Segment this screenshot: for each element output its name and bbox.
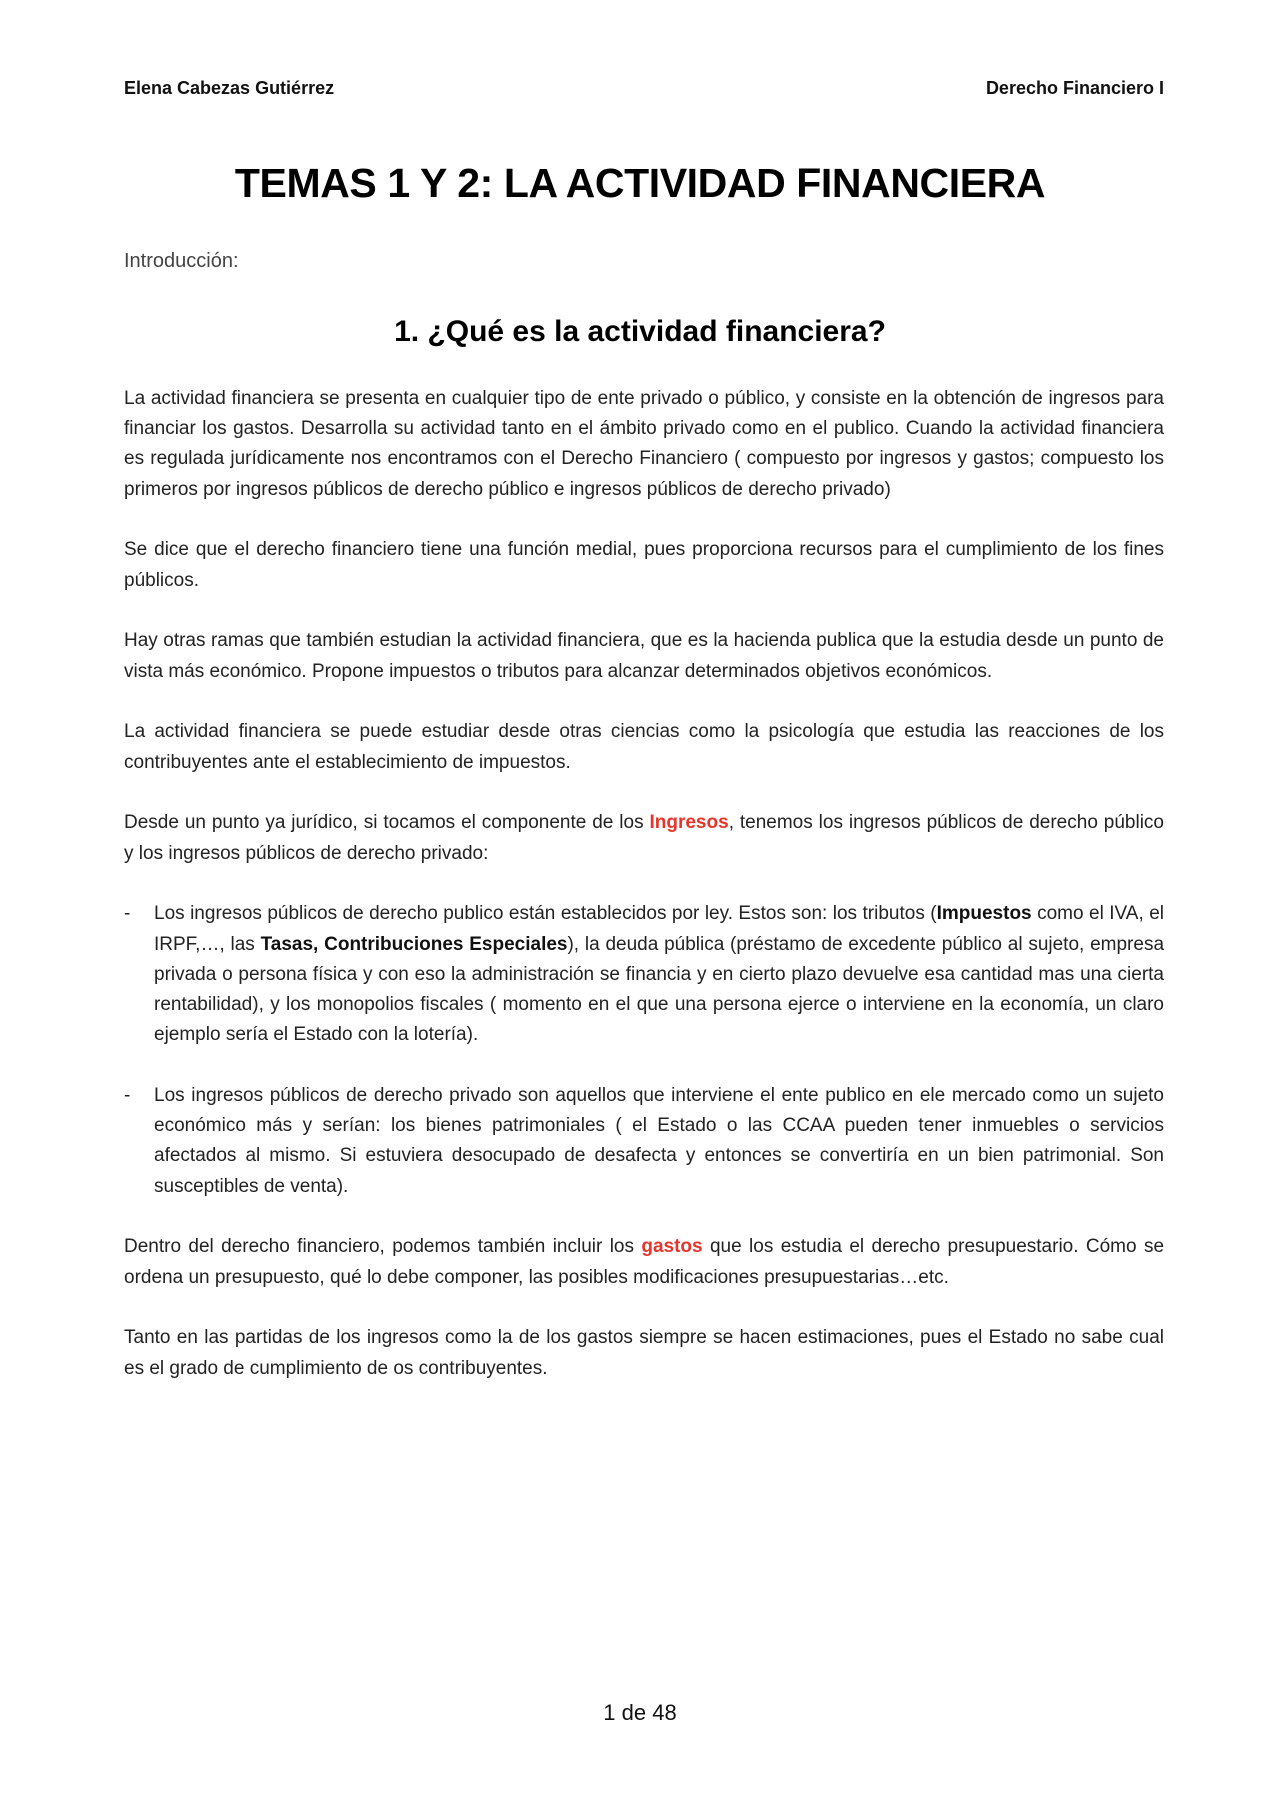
list-item — [124, 1081, 1164, 1202]
paragraph-5-text-b: , tenemos los ingresos públicos de derecho público y los ingresos públicos de derecho privado: — [124, 812, 1164, 864]
paragraph-5 — [124, 808, 1164, 868]
section-heading: 1. ¿Qué es la actividad financiera? — [394, 315, 886, 348]
bullet-1-text-c: ), la deuda pública (préstamo de excedente público al sujeto, empresa privada o persona física y con eso la administración se financia y en cierto plazo devuelve esa cantidad mas una cierta rentabilidad), y los monopolios fiscales ( momento en el que una persona ejerce o interviene en la economía, un claro ejemplo sería el Estado con la lotería). — [154, 933, 1165, 1046]
paragraph-2: Se dice que el derecho financiero tiene una función medial, pues proporciona recursos para el cumplimiento de los fines públicos. — [124, 539, 1164, 591]
bullet-text-public-law — [154, 899, 1164, 1050]
bullet-dash: - — [124, 903, 131, 925]
paragraph-6-text-b: que los estudia el derecho presupuestario. Cómo se ordena un presupuesto, qué lo debe componer, las posibles modificaciones presupuestarias…etc. — [124, 1236, 1165, 1288]
list-item — [124, 899, 1164, 1050]
paragraph-1: La actividad financiera se presenta en cualquier tipo de ente privado o público, y consiste en la obtención de ingresos para financiar los gastos. Desarrolla su actividad tanto en el ámbito privado como en el publico. Cuando la actividad financiera es regulada jurídicamente nos encontramos con el Derecho Financiero ( compuesto por ingresos y gastos; compuesto los primeros por ingresos públicos de derecho público e ingresos públicos de derecho privado) — [124, 388, 1164, 500]
bullet-text-private-law: Los ingresos públicos de derecho privado son aquellos que interviene el ente publico en ele mercado como un sujeto económico más y serían: los bienes patrimoniales ( el Estado o las CCAA pueden tener inmuebles o servicios afectados al mismo. Si estuviera desocupado de desafecta y entonces se convertiría en un bien patrimonial. Son susceptibles de venta). — [154, 1085, 1164, 1197]
paragraph-5-text-a: Desde un punto ya jurídico, si tocamos el componente de los — [124, 812, 650, 834]
bullet-dash: - — [124, 1085, 131, 1107]
paragraph-4: La actividad financiera se puede estudiar desde otras ciencias como la psicología que estudia las reacciones de los contribuyentes ante el establecimiento de impuestos. — [124, 721, 1164, 773]
paragraph-6-text-a: Dentro del derecho financiero, podemos también incluir los — [124, 1236, 642, 1258]
page-header — [124, 78, 1164, 99]
intro-label: Introducción: — [124, 250, 239, 272]
impuestos-bold: Impuestos — [936, 903, 1032, 925]
paragraph-6 — [124, 1232, 1164, 1292]
bullet-1-text-a: Los ingresos públicos de derecho publico están establecidos por ley. Estos son: los tributos ( — [154, 903, 937, 925]
paragraph-3: Hay otras ramas que también estudian la actividad financiera, que es la hacienda publica que la estudia desde un punto de vista más económico. Propone impuestos o tributos para alcanzar determinados objetivos económicos. — [124, 630, 1164, 682]
body-text — [124, 384, 1164, 1414]
document-title: TEMAS 1 Y 2: LA ACTIVIDAD FINANCIERA — [234, 160, 1046, 206]
bullet-1-text-b: como el IVA, el IRPF,…, las — [154, 903, 1164, 955]
header-author: Elena Cabezas Gutiérrez — [124, 78, 335, 98]
tasas-bold: Tasas, Contribuciones Especiales — [260, 933, 568, 955]
ingresos-highlight: Ingresos — [649, 812, 729, 834]
gastos-highlight: gastos — [641, 1236, 703, 1258]
paragraph-7: Tanto en las partidas de los ingresos como la de los gastos siempre se hacen estimaciones, pues el Estado no sabe cual es el grado de cumplimiento de os contribuyentes. — [124, 1327, 1164, 1379]
header-course: Derecho Financiero I — [985, 78, 1164, 98]
page-indicator: 1 de 48 — [603, 1700, 677, 1725]
